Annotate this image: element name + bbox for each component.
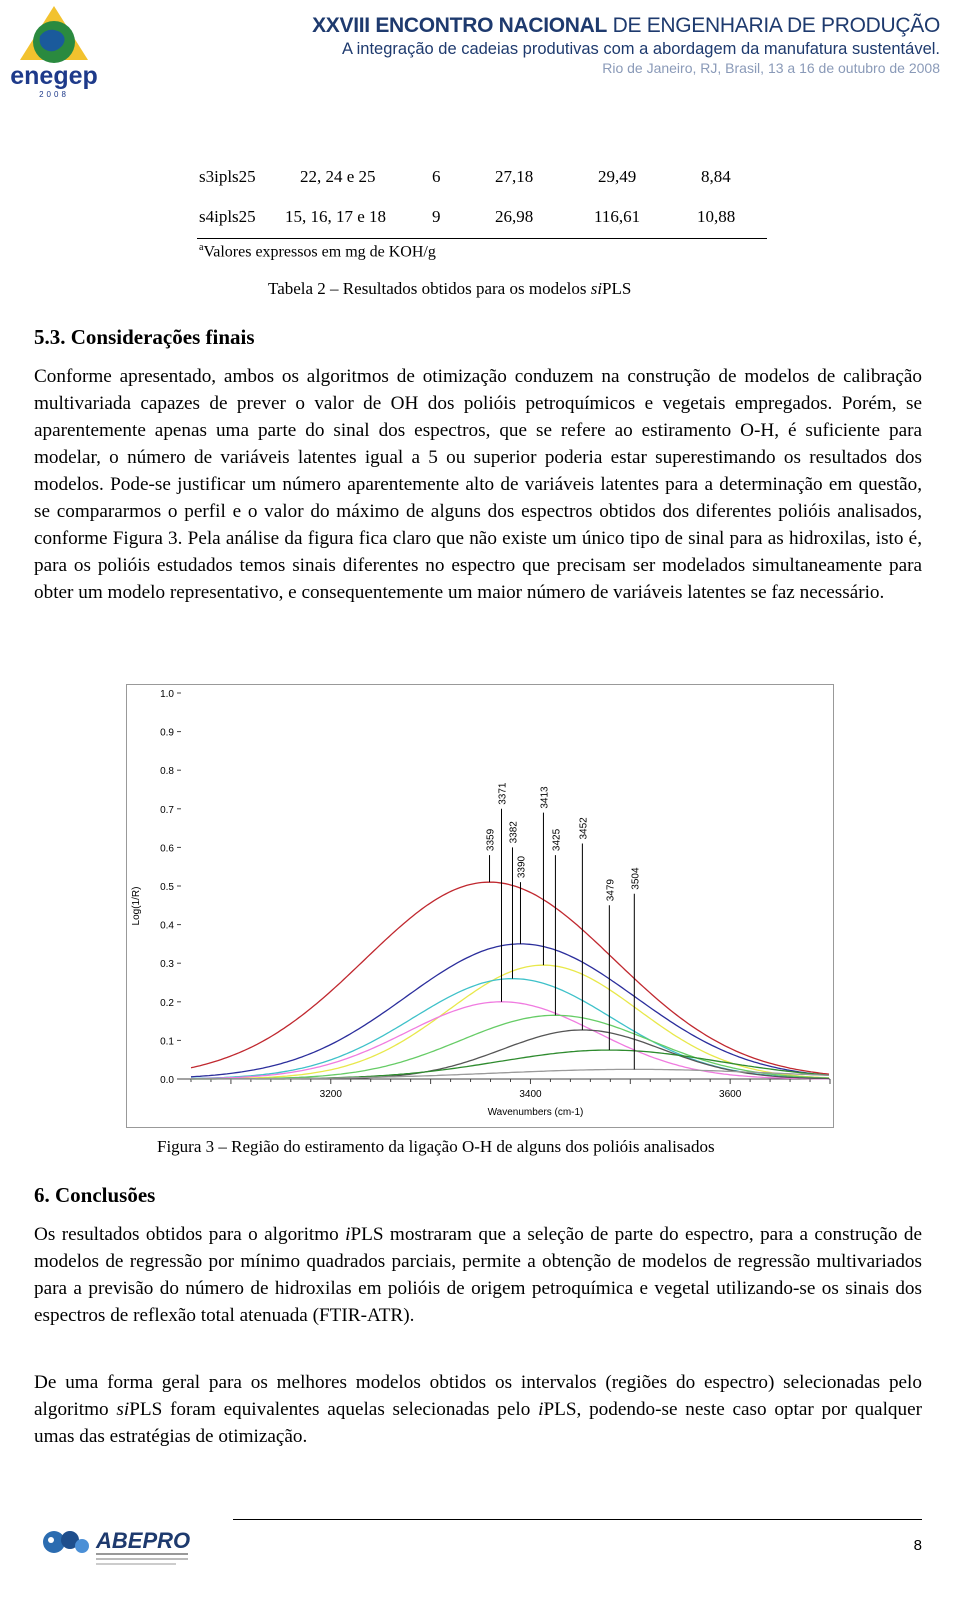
spectrum-line-5 [191,1002,829,1079]
table-footnote: $^a$Valores expressos em mg de KOH/g [199,242,436,261]
y-tick-label: 0.5 [160,882,174,893]
spectrum-line-6 [191,1015,829,1079]
y-tick-label: 0.2 [160,997,174,1009]
logo-text: enegep [10,62,98,90]
y-tick-label: 1.0 [160,689,174,700]
abepro-logo-text: ABEPRO [96,1528,191,1553]
table-caption: Tabela 2 – Resultados obtidos para os modelos siPLS [268,279,632,298]
figure-3 [126,684,834,1128]
x-tick-label: 3400 [519,1089,542,1100]
logo-year: 2008 [39,90,69,99]
peak-label: 3425 [551,828,563,852]
ftir-spectra-chart [127,685,833,1127]
section-heading-5-3: 5.3. Considerações finais [34,325,255,349]
peak-label: 3390 [516,855,528,879]
peak-label: 3382 [508,821,520,844]
conference-subtitle: A integração de cadeias produtivas com a abordagem da manufatura sustentável. [341,40,940,58]
x-axis-label: Wavenumbers (cm-1) [487,1107,584,1118]
y-tick-label: 0.6 [160,843,174,855]
y-tick-label: 0.4 [160,920,174,932]
peak-label: 3359 [485,828,497,852]
spectrum-line-2 [191,944,829,1077]
peak-label: 3413 [539,786,551,809]
x-tick-label: 3600 [719,1089,742,1100]
peak-label: 3371 [497,782,509,805]
y-tick-label: 0.9 [160,727,174,739]
y-tick-label: 0.7 [160,804,174,816]
section-heading-6: 6. Conclusões [34,1183,156,1207]
enegep-logo [4,2,104,100]
abepro-logo [34,1520,214,1568]
table-bottom-rule [197,238,767,239]
y-tick-label: 0.0 [160,1075,174,1086]
peak-label: 3479 [605,879,617,902]
conclusions-paragraph-1: Os resultados obtidos para o algoritmo iPLS mostraram que a seleção de parte do espectro, para a construção de modelos de regressão por mínimo quadrados parciais, permite a obtenção de modelos de regressão multivariados para a previsão do número de hidroxilas em polióis de origem petroquímica e vegetal utilizando-se os sinais dos espectros de reflexão total atenuada (FTIR-ATR). [34,1224,922,1326]
conclusions-paragraph-2: De uma forma geral para os melhores modelos obtidos os intervalos (regiões do espectro) selecionadas pelo algoritmo siPLS foram equivalentes aquelas selecionadas pelo iPLS, podendo-se neste caso optar por qualquer umas das estratégias de otimização. [34,1372,922,1447]
y-tick-label: 0.1 [160,1036,174,1048]
y-axis-label: Log(1/R) [131,886,142,926]
x-tick-label: 3200 [319,1089,342,1100]
peak-label: 3504 [630,867,642,890]
footer-rule [233,1519,922,1520]
section-5-3-paragraph: Conforme apresentado, ambos os algoritmos de otimização conduzem na construção de modelos de calibração multivariada capazes de prever o valor de OH dos polióis petroquímicos e vegetais empregados. Porém, se aparentemente apenas uma parte do sinal dos espectros, que se refere ao estiramento O-H, é suficiente para modelar, o número de variáveis latentes igual a 5 ou superior poderia estar superestimando os resultados dos modelos. Pode-se justificar um número aparentemente alto de variáveis latentes para a determinação em questão, se compararmos o perfil e o valor do máximo de alguns dos espectros obtidos dos diferentes polióis analisados, conforme Figura 3. Pela análise da figura fica claro que não existe um único tipo de sinal para as hidroxilas, isto é, para os polióis estudados temos sinais diferentes no espectro que precisam ser modelados simultaneamente para obter um modelo representativo, e consequentemente um maior número de variáveis latentes se faz necessário. [34,366,922,603]
y-tick-label: 0.3 [160,959,174,971]
peak-label: 3452 [578,817,590,840]
page-number: 8 [913,1537,922,1554]
conference-title: XXVIII ENCONTRO NACIONAL DE ENGENHARIA DE PRODUÇÃO [312,14,940,37]
conference-location: Rio de Janeiro, RJ, Brasil, 13 a 16 de outubro de 2008 [602,60,940,76]
figure-caption: Figura 3 – Região do estiramento da ligação O-H de alguns dos polióis analisados [157,1137,715,1156]
y-tick-label: 0.8 [160,766,174,778]
